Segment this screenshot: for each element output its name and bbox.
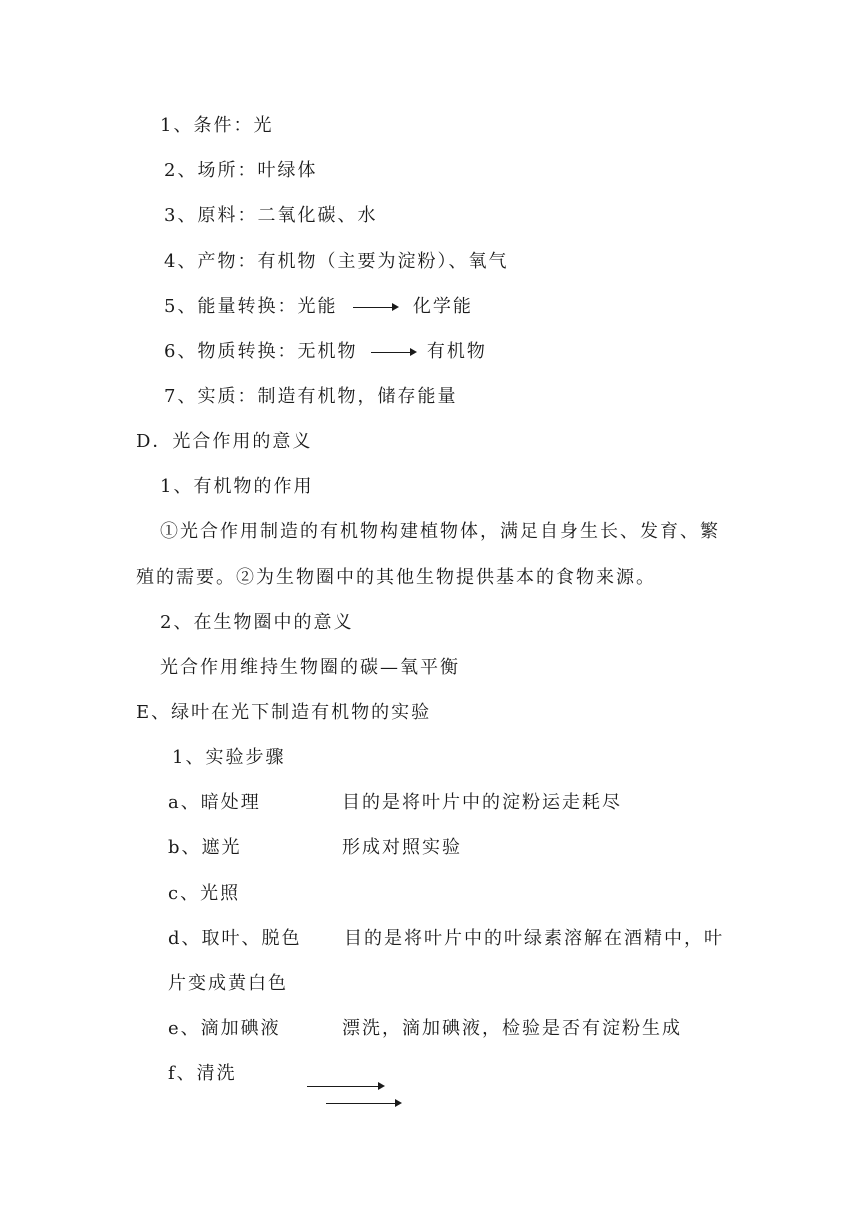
step-note: 形成对照实验 [342,837,462,858]
section-d-para1-line2: 殖的需要。②为生物圈中的其他生物提供基本的食物来源。 [136,567,656,588]
step-label: c、光照 [168,883,241,904]
condition-location: 2、场所：叶绿体 [164,160,318,181]
section-e-heading: E、绿叶在光下制造有机物的实验 [136,702,432,723]
right-arrow-icon [307,1082,385,1092]
condition-products: 4、产物：有机物（主要为淀粉）、氧气 [164,251,509,272]
step-note: 漂洗，滴加碘液，检验是否有淀粉生成 [342,1018,682,1039]
section-d-para1-line1: ①光合作用制造的有机物构建植物体，满足自身生长、发育、繁 [160,521,720,542]
condition-essence: 7、实质：制造有机物，储存能量 [164,386,458,407]
matter-conversion-result: 有机物 [426,341,487,362]
energy-conversion-result: 化学能 [412,296,473,317]
section-d-heading: D．光合作用的意义 [136,431,313,452]
step-note: 目的是将叶片中的淀粉运走耗尽 [342,792,622,813]
matter-conversion-label: 6、物质转换：无机物 [164,341,358,362]
section-d-sub2: 2、在生物圈中的意义 [160,612,354,633]
section-d-sub1: 1、有机物的作用 [160,476,314,497]
step-note-continuation: 片变成黄白色 [168,973,288,994]
matter-conversion-line [164,340,487,364]
section-e-sub1: 1、实验步骤 [172,747,286,768]
step-label: e、滴加碘液 [168,1018,281,1039]
step-label: d、取叶、脱色 [168,928,302,949]
condition-materials: 3、原料：二氧化碳、水 [164,205,378,226]
right-arrow-icon [353,301,399,313]
energy-conversion-line [164,295,473,319]
right-arrow-icon [326,1099,402,1109]
section-d-para2: 光合作用维持生物圈的碳—氧平衡 [160,657,460,678]
condition-light: 1、条件：光 [160,115,274,136]
right-arrow-icon [371,346,417,358]
energy-conversion-label: 5、能量转换：光能 [164,296,338,317]
step-label: f、清洗 [168,1063,237,1084]
step-label: b、遮光 [168,837,242,858]
step-note: 目的是将叶片中的叶绿素溶解在酒精中，叶 [344,928,724,949]
step-label: a、暗处理 [168,792,261,813]
